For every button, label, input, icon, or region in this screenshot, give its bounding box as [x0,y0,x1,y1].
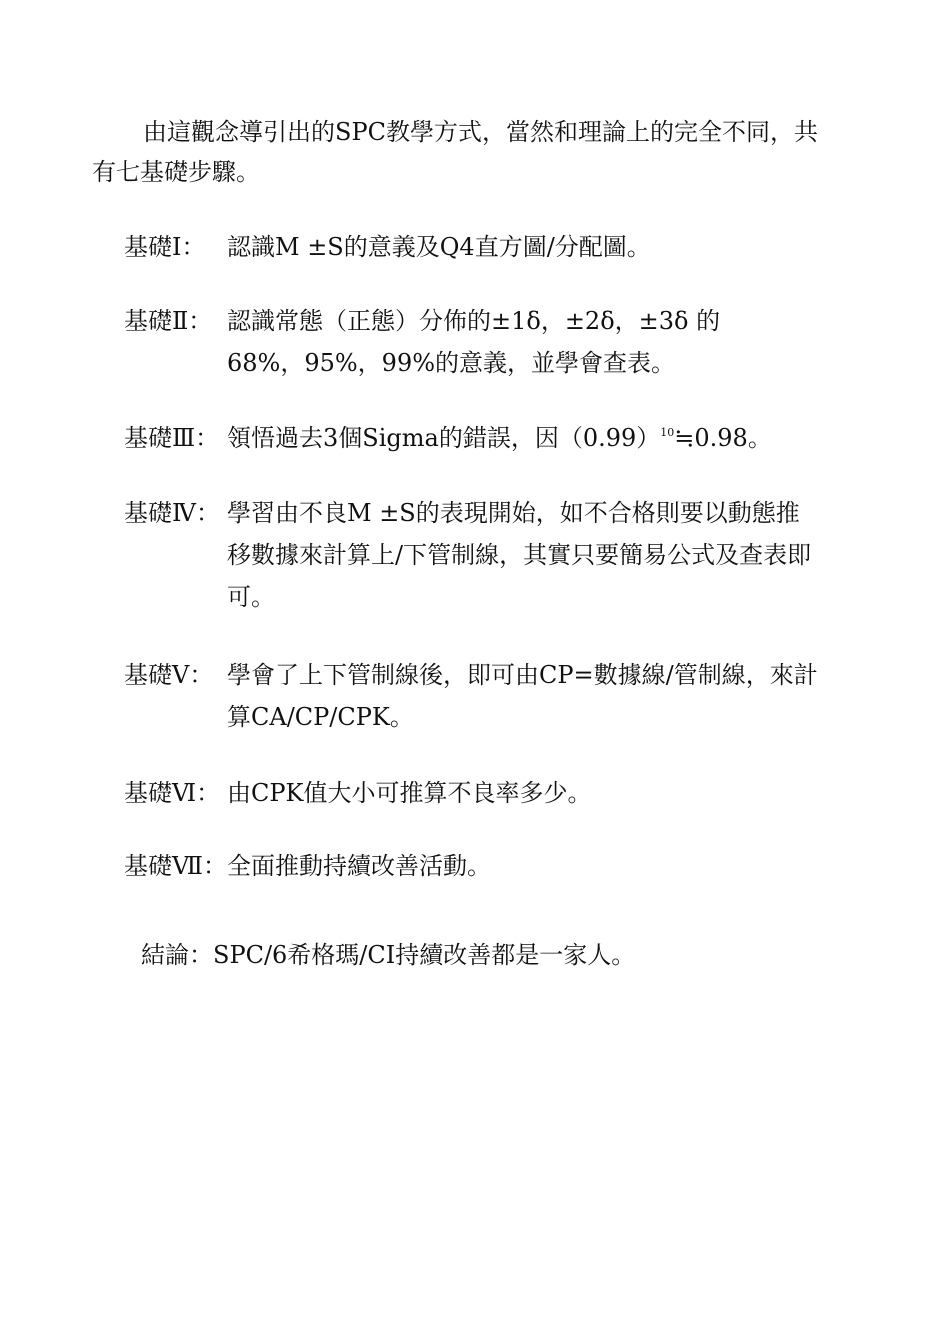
step-body [227,772,864,814]
step-1 [124,226,864,268]
step-label: 基礎Ⅰ： [124,233,206,261]
step-label: 基礎Ⅳ： [124,499,220,527]
step-line: 由CPK值大小可推算不良率多少。 [227,779,592,807]
step-label: 基礎Ⅱ： [124,307,213,335]
step-5 [124,654,864,738]
step-line: 移數據來計算上/下管制線，其實只要簡易公式及查表即 [227,541,812,569]
step-6 [124,772,864,814]
step-body [227,492,864,618]
step-body [227,654,864,738]
step-7 [124,845,864,887]
step-label: 基礎Ⅶ： [124,852,227,880]
step-label: 基礎Ⅵ： [124,779,221,807]
step-text: ≒0.98。 [674,424,772,452]
intro-line: 有七基礎步驟。 [92,158,260,186]
step-line: 算CA/CP/CPK。 [227,703,414,731]
step-2 [124,300,864,384]
step-line: 學會了上下管制線後，即可由CP=數據線/管制線，來計 [227,661,818,689]
step-label: 基礎Ⅲ： [124,424,220,452]
step-body [227,417,864,459]
step-line: 學習由不良M ±S的表現開始，如不合格則要以動態推 [227,499,800,527]
step-line: 全面推動持續改善活動。 [227,852,491,880]
exponent: 10 [660,426,675,439]
step-line: 68%，95%，99%的意義，並學會查表。 [227,349,676,377]
conclusion: 結論：SPC/6希格瑪/CI持續改善都是一家人。 [141,941,636,969]
step-line: 認識M ±S的意義及Q4直方圖/分配圖。 [227,233,651,261]
step-label: 基礎Ⅴ： [124,661,214,689]
intro-line: 由這觀念導引出的SPC教學方式，當然和理論上的完全不同，共 [143,118,818,146]
step-body [227,226,864,268]
step-3 [124,417,864,459]
step-text: 領悟過去3個Sigma的錯誤，因（0.99） [227,424,661,452]
step-4 [124,492,864,618]
step-body [227,300,864,384]
step-line: 認識常態（正態）分佈的±1δ，±2δ，±3δ 的 [227,307,721,335]
step-line: 可。 [227,583,275,611]
step-line [227,417,864,459]
step-body [227,845,864,887]
intro-paragraph [92,112,862,192]
